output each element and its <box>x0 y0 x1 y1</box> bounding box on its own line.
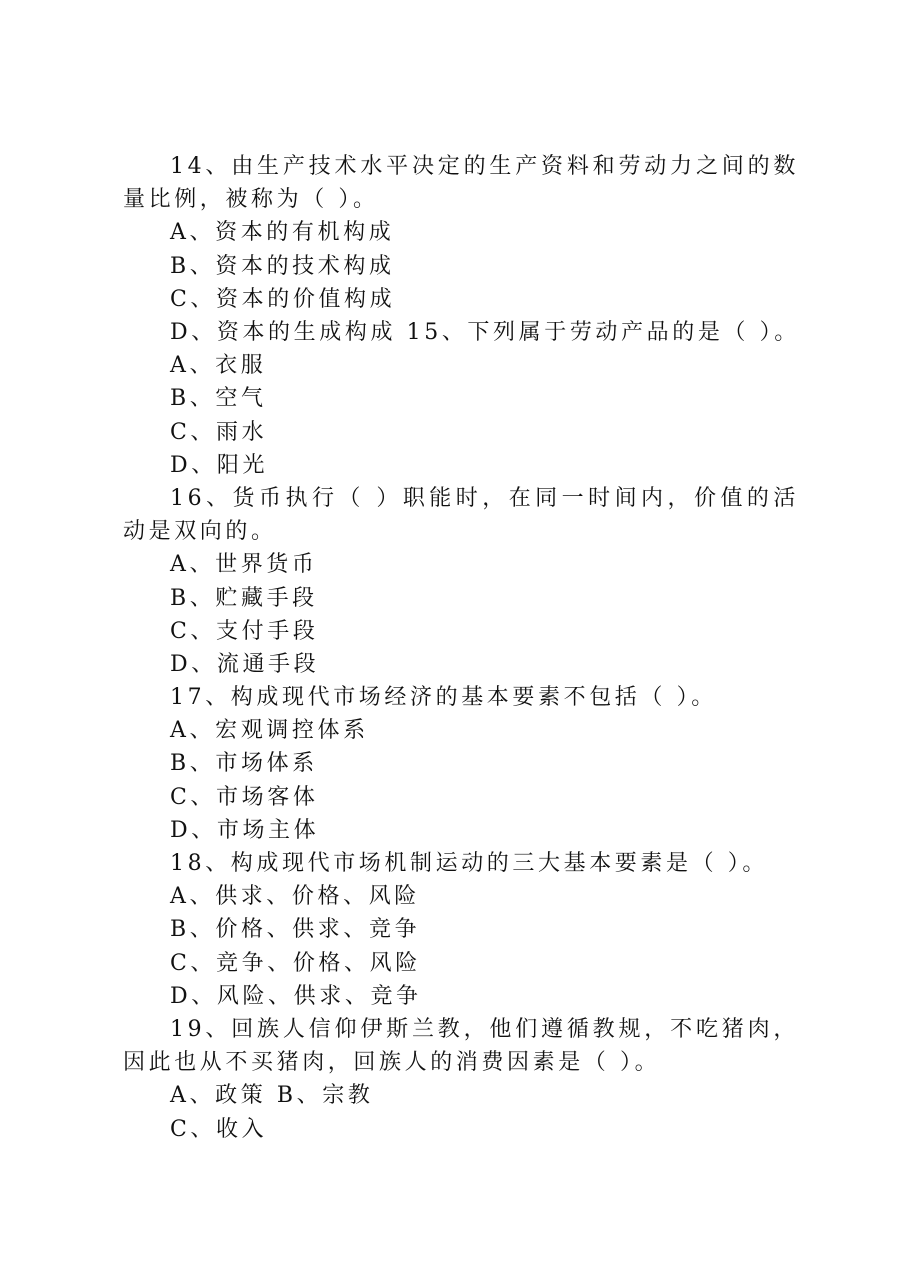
option-17-d: D、市场主体 <box>170 817 320 843</box>
option-14-b: B、资本的技术构成 <box>170 253 395 279</box>
option-18-b: B、价格、供求、竞争 <box>170 917 421 943</box>
question-18: 18、构成现代市场机制运动的三大基本要素是（ ）。 <box>170 851 768 876</box>
option-18-a: A、供求、价格、风险 <box>170 884 420 910</box>
question-19: 19、回族人信仰伊斯兰教，他们遵循教规，不吃猪肉，因此也从不买猪肉，回族人的消费因素是（ ）。 <box>123 1016 799 1076</box>
option-15-c: C、雨水 <box>170 419 268 445</box>
option-18-c: C、竞争、价格、风险 <box>170 950 421 976</box>
question-16: 16、货币执行（ ）职能时，在同一时间内，价值的活动是双向的。 <box>123 485 799 545</box>
option-15-b: B、空气 <box>170 386 267 412</box>
option-17-c: C、市场客体 <box>170 784 319 810</box>
option-16-b: B、贮藏手段 <box>170 585 318 611</box>
option-16-a: A、世界货币 <box>170 552 318 578</box>
option-16-d: D、流通手段 <box>170 651 320 677</box>
option-17-a: A、宏观调控体系 <box>170 718 369 744</box>
question-list <box>123 150 799 1146</box>
option-15-d: D、阳光 <box>170 452 269 478</box>
option-17-b: B、市场体系 <box>170 751 318 777</box>
option-18-d: D、风险、供求、竞争 <box>170 983 422 1009</box>
option-14-c: C、资本的价值构成 <box>170 286 396 312</box>
question-14: 14、由生产技术水平决定的生产资料和劳动力之间的数量比例，被称为（ ）。 <box>123 154 799 213</box>
option-19-a-b: A、政策 B、宗教 <box>170 1083 374 1109</box>
option-15-a: A、衣服 <box>170 353 267 379</box>
question-17: 17、构成现代市场经济的基本要素不包括（ ）。 <box>170 685 717 711</box>
option-14-a: A、资本的有机构成 <box>170 220 395 246</box>
option-19-c: C、收入 <box>170 1116 268 1142</box>
option-16-c: C、支付手段 <box>170 618 319 644</box>
option-14-d-question-15: D、资本的生成构成 15、下列属于劳动产品的是（ ）。 <box>170 319 800 345</box>
